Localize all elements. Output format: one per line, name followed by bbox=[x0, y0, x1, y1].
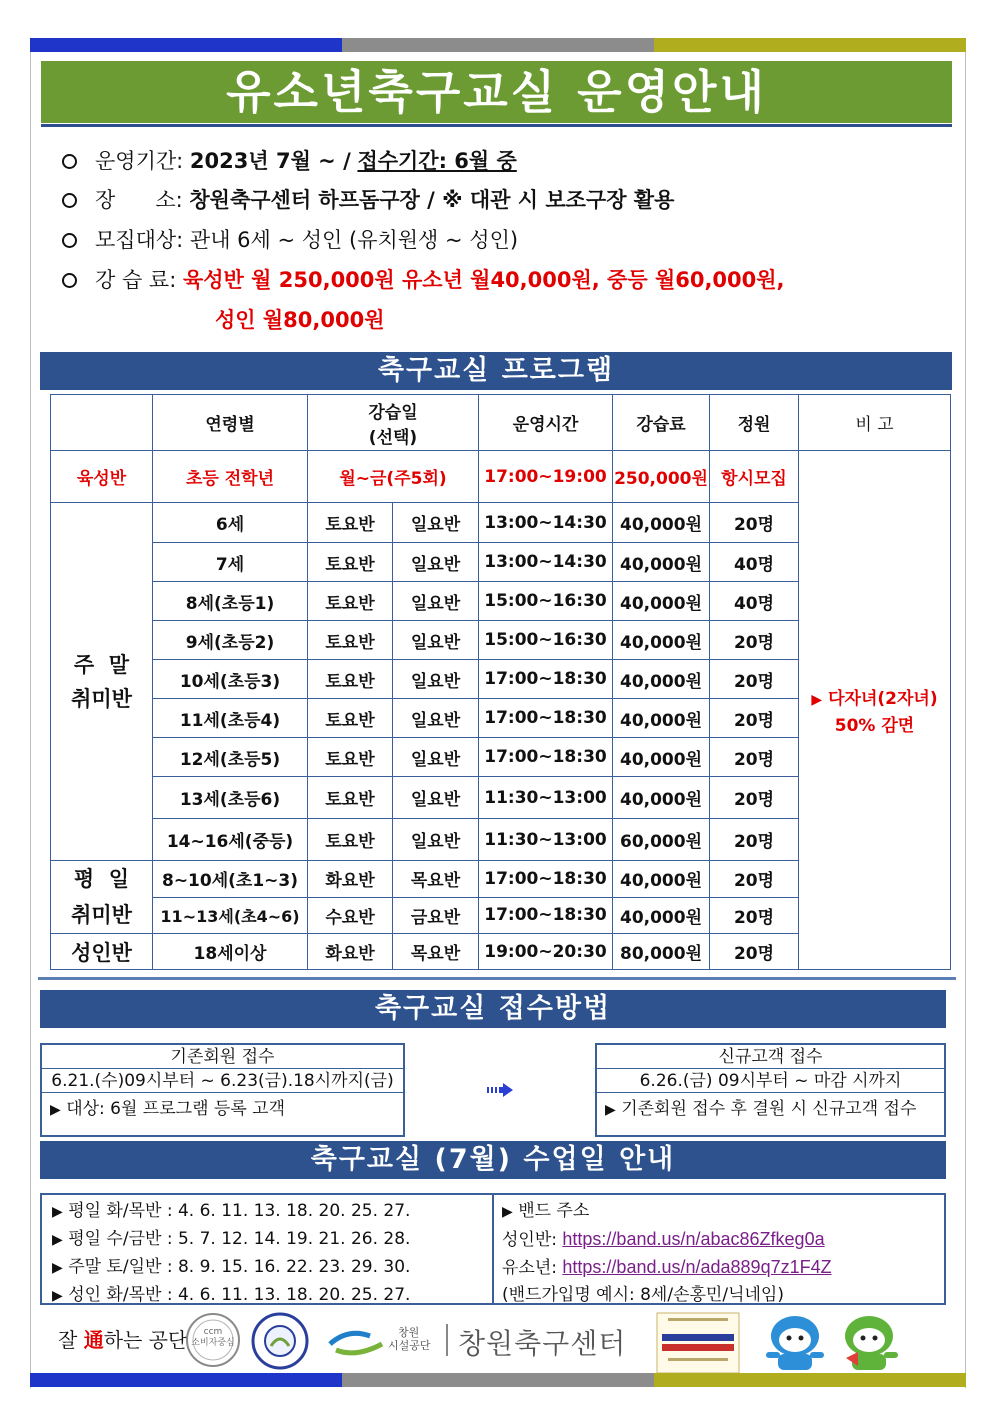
row-day2: 금요반 bbox=[393, 897, 479, 934]
row-time: 17:00~18:30 bbox=[479, 738, 613, 777]
row-age: 13세(초등6) bbox=[153, 777, 308, 819]
header-day bbox=[308, 395, 479, 451]
row-day1: 토요반 bbox=[308, 699, 393, 738]
band-youth-label: 유소년: bbox=[502, 1258, 557, 1278]
target-value: 관내 6세 ~ 성인 (유치원생 ~ 성인) bbox=[189, 228, 519, 252]
existing-member-box bbox=[40, 1043, 405, 1137]
band-adult-link[interactable]: https://band.us/n/abac86Zfkeg0a bbox=[562, 1229, 825, 1249]
weekday-group-2: 취미반 bbox=[71, 903, 132, 927]
org-name bbox=[388, 1326, 431, 1352]
weekday-group-1: 평 일 bbox=[73, 867, 130, 891]
new-date: 6.26.(금) 09시부터 ~ 마감 시까지 bbox=[597, 1069, 944, 1093]
row-capacity: 20명 bbox=[710, 660, 799, 699]
adult-group-cell: 성인반 bbox=[51, 934, 153, 970]
fee-value-line1: 육성반 월 250,000원 유소년 월40,000원, 중등 월60,000원, bbox=[182, 268, 785, 292]
band-title: 밴드 주소 bbox=[518, 1201, 590, 1221]
row-day2: 일요반 bbox=[393, 621, 479, 660]
schedule-text: 주말 토/일반 : 8. 9. 15. 16. 22. 23. 29. 30. bbox=[68, 1257, 411, 1277]
row-day1: 토요반 bbox=[308, 543, 393, 582]
footer bbox=[58, 1312, 948, 1374]
target-label: 모집대상: bbox=[95, 228, 184, 252]
row-fee: 80,000원 bbox=[613, 934, 710, 970]
table-header-row bbox=[51, 395, 951, 451]
row-capacity: 20명 bbox=[710, 699, 799, 738]
program-section-title: 축구교실 프로그램 bbox=[40, 352, 952, 390]
note-text-1: 다자녀(2자녀) bbox=[828, 689, 938, 709]
row-age: 6세 bbox=[153, 503, 308, 543]
slogan bbox=[58, 1324, 187, 1353]
info-fee-2 bbox=[215, 305, 385, 335]
band-adult-label: 성인반: bbox=[502, 1230, 557, 1250]
row-day2: 일요반 bbox=[393, 777, 479, 819]
top-stripe bbox=[30, 38, 966, 52]
page-title: 유소년축구교실 운영안내 bbox=[41, 61, 952, 123]
schedule-line bbox=[52, 1254, 492, 1282]
row-capacity: 20명 bbox=[710, 819, 799, 861]
row-capacity: 20명 bbox=[710, 777, 799, 819]
schedule-line bbox=[52, 1226, 492, 1254]
row-time: 17:00~18:30 bbox=[479, 660, 613, 699]
band-info bbox=[494, 1195, 944, 1303]
row-day1: 토요반 bbox=[308, 621, 393, 660]
new-target-row bbox=[597, 1093, 944, 1125]
weekend-group-cell bbox=[51, 503, 153, 861]
existing-target-row bbox=[42, 1093, 403, 1125]
elite-time: 17:00~19:00 bbox=[479, 451, 613, 503]
row-age: 14~16세(중등) bbox=[153, 819, 308, 861]
row-capacity: 20명 bbox=[710, 861, 799, 898]
row-age: 12세(초등5) bbox=[153, 738, 308, 777]
elite-name: 육성반 bbox=[51, 451, 153, 503]
row-day2: 일요반 bbox=[393, 738, 479, 777]
triangle-bullet-icon: ▶ bbox=[52, 1260, 63, 1276]
row-age: 8~10세(초1~3) bbox=[153, 861, 308, 898]
weekend-group-2: 취미반 bbox=[71, 686, 132, 711]
row-capacity: 20명 bbox=[710, 503, 799, 543]
header-day-sub: (선택) bbox=[368, 427, 418, 448]
weekend-group-1: 주 말 bbox=[73, 652, 130, 677]
row-capacity: 40명 bbox=[710, 582, 799, 621]
triangle-bullet-icon: ▶ bbox=[605, 1102, 616, 1118]
row-time: 11:30~13:00 bbox=[479, 777, 613, 819]
fee-label: 강 습 료: bbox=[95, 268, 177, 292]
row-capacity: 40명 bbox=[710, 543, 799, 582]
bottom-stripe bbox=[30, 1373, 966, 1387]
elite-fee: 250,000원 bbox=[613, 451, 710, 503]
row-age: 11세(초등4) bbox=[153, 699, 308, 738]
info-fee bbox=[62, 265, 785, 295]
header-note: 비 고 bbox=[799, 395, 951, 451]
row-time: 15:00~16:30 bbox=[479, 621, 613, 660]
ccm-text-2: 소비자중심 bbox=[191, 1338, 235, 1348]
circle-bullet-icon bbox=[62, 273, 77, 288]
header-time: 운영시간 bbox=[479, 395, 613, 451]
band-youth-row bbox=[502, 1254, 944, 1282]
note-cell bbox=[799, 451, 951, 970]
row-age: 18세이상 bbox=[153, 934, 308, 970]
existing-target: 대상: 6월 프로그램 등록 고객 bbox=[66, 1099, 285, 1119]
row-time: 11:30~13:00 bbox=[479, 819, 613, 861]
row-day1: 화요반 bbox=[308, 934, 393, 970]
triangle-bullet-icon: ▶ bbox=[52, 1288, 63, 1304]
row-day1: 토요반 bbox=[308, 660, 393, 699]
schedule-box bbox=[40, 1193, 946, 1305]
certificate-emblem-icon bbox=[656, 1312, 740, 1374]
schedule-dates bbox=[42, 1195, 494, 1303]
row-age: 10세(초등3) bbox=[153, 660, 308, 699]
schedule-line bbox=[52, 1198, 492, 1226]
row-fee: 40,000원 bbox=[613, 543, 710, 582]
existing-title: 기존회원 접수 bbox=[42, 1045, 403, 1069]
row-age: 7세 bbox=[153, 543, 308, 582]
row-day2: 일요반 bbox=[393, 582, 479, 621]
place-label: 장 소: bbox=[95, 188, 183, 212]
row-day1: 토요반 bbox=[308, 777, 393, 819]
schedule-section-title: 축구교실 (7월) 수업일 안내 bbox=[40, 1141, 946, 1179]
info-place bbox=[62, 185, 674, 215]
row-fee: 60,000원 bbox=[613, 819, 710, 861]
slogan-3: 하는 공단 bbox=[103, 1328, 188, 1352]
header-fee: 강습료 bbox=[613, 395, 710, 451]
row-fee: 40,000원 bbox=[613, 621, 710, 660]
note-line1 bbox=[799, 684, 950, 709]
row-day1: 토요반 bbox=[308, 503, 393, 543]
info-period bbox=[62, 146, 517, 176]
row-day1: 토요반 bbox=[308, 819, 393, 861]
info-target bbox=[62, 225, 518, 255]
triangle-bullet-icon: ▶ bbox=[52, 1204, 63, 1220]
band-title-row bbox=[502, 1198, 944, 1226]
arrow-right-icon bbox=[487, 1083, 513, 1097]
row-time: 17:00~18:30 bbox=[479, 699, 613, 738]
row-time: 15:00~16:30 bbox=[479, 582, 613, 621]
row-fee: 40,000원 bbox=[613, 503, 710, 543]
facility-logo-icon bbox=[326, 1326, 386, 1360]
schedule-line bbox=[52, 1282, 492, 1310]
row-day2: 목요반 bbox=[393, 861, 479, 898]
row-fee: 40,000원 bbox=[613, 897, 710, 934]
table-row-elite bbox=[51, 451, 951, 503]
program-table bbox=[50, 394, 951, 970]
row-fee: 40,000원 bbox=[613, 861, 710, 898]
row-day1: 수요반 bbox=[308, 897, 393, 934]
triangle-bullet-icon: ▶ bbox=[811, 692, 823, 708]
row-fee: 40,000원 bbox=[613, 777, 710, 819]
band-adult-row bbox=[502, 1226, 944, 1254]
row-day2: 일요반 bbox=[393, 699, 479, 738]
schedule-text: 성인 화/목반 : 4. 6. 11. 13. 18. 20. 25. 27. bbox=[68, 1285, 411, 1305]
human-rights-seal-icon bbox=[251, 1312, 309, 1370]
row-day2: 목요반 bbox=[393, 934, 479, 970]
band-youth-link[interactable]: https://band.us/n/ada889q7z1F4Z bbox=[562, 1257, 832, 1277]
row-time: 19:00~20:30 bbox=[479, 934, 613, 970]
row-day1: 화요반 bbox=[308, 861, 393, 898]
section-divider bbox=[38, 977, 956, 980]
ccm-text bbox=[189, 1327, 237, 1349]
row-age: 8세(초등1) bbox=[153, 582, 308, 621]
row-capacity: 20명 bbox=[710, 897, 799, 934]
circle-bullet-icon bbox=[62, 193, 77, 208]
circle-bullet-icon bbox=[62, 233, 77, 248]
footer-divider bbox=[446, 1324, 448, 1356]
period-value: 2023년 7월 ~ / bbox=[189, 149, 351, 173]
row-day2: 일요반 bbox=[393, 660, 479, 699]
fee-value-line2: 성인 월80,000원 bbox=[215, 308, 385, 332]
triangle-bullet-icon: ▶ bbox=[52, 1232, 63, 1248]
row-day1: 토요반 bbox=[308, 582, 393, 621]
circle-bullet-icon bbox=[62, 154, 77, 169]
row-day2: 일요반 bbox=[393, 819, 479, 861]
schedule-text: 평일 화/목반 : 4. 6. 11. 13. 18. 20. 25. 27. bbox=[68, 1201, 411, 1221]
title-underline bbox=[41, 124, 952, 127]
ccm-text-1: ccm bbox=[203, 1327, 223, 1337]
reception-period: 접수기간: 6월 중 bbox=[357, 149, 517, 173]
row-fee: 40,000원 bbox=[613, 582, 710, 621]
row-fee: 40,000원 bbox=[613, 738, 710, 777]
row-capacity: 20명 bbox=[710, 934, 799, 970]
band-example: (밴드가입명 예시: 8세/손홍민/닉네임) bbox=[502, 1285, 784, 1305]
row-day2: 일요반 bbox=[393, 543, 479, 582]
header-day-main: 강습일 bbox=[368, 402, 418, 423]
mascot-green-icon bbox=[836, 1312, 902, 1374]
new-target: 기존회원 접수 후 결원 시 신규고객 접수 bbox=[621, 1099, 917, 1119]
row-capacity: 20명 bbox=[710, 621, 799, 660]
period-label: 운영기간: bbox=[95, 149, 184, 173]
elite-day: 월~금(주5회) bbox=[308, 451, 479, 503]
elite-age: 초등 전학년 bbox=[153, 451, 308, 503]
note-line2: 50% 감면 bbox=[834, 716, 915, 736]
org-2: 시설공단 bbox=[388, 1339, 431, 1352]
elite-capacity: 항시모집 bbox=[710, 451, 799, 503]
triangle-bullet-icon: ▶ bbox=[502, 1204, 513, 1220]
row-fee: 40,000원 bbox=[613, 699, 710, 738]
reception-section-title: 축구교실 접수방법 bbox=[40, 990, 946, 1028]
schedule-text: 평일 수/금반 : 5. 7. 12. 14. 19. 21. 26. 28. bbox=[68, 1229, 411, 1249]
header-age: 연령별 bbox=[153, 395, 308, 451]
row-day1: 토요반 bbox=[308, 738, 393, 777]
row-time: 17:00~18:30 bbox=[479, 897, 613, 934]
header-capacity: 정원 bbox=[710, 395, 799, 451]
weekday-group-cell bbox=[51, 861, 153, 934]
row-fee: 40,000원 bbox=[613, 660, 710, 699]
new-customer-box bbox=[595, 1043, 946, 1137]
existing-date: 6.21.(수)09시부터 ~ 6.23(금).18시까지(금) bbox=[42, 1069, 403, 1093]
row-time: 13:00~14:30 bbox=[479, 503, 613, 543]
row-day2: 일요반 bbox=[393, 503, 479, 543]
row-time: 17:00~18:30 bbox=[479, 861, 613, 898]
slogan-1: 잘 bbox=[58, 1328, 84, 1352]
place-value: 창원축구센터 하프돔구장 / ※ 대관 시 보조구장 활용 bbox=[189, 188, 675, 212]
org-1: 창원 bbox=[398, 1326, 420, 1339]
slogan-2: 通 bbox=[83, 1328, 104, 1352]
triangle-bullet-icon: ▶ bbox=[50, 1102, 61, 1118]
row-time: 13:00~14:30 bbox=[479, 543, 613, 582]
center-name: 창원축구센터 bbox=[458, 1327, 627, 1360]
row-capacity: 20명 bbox=[710, 738, 799, 777]
header-blank bbox=[51, 395, 153, 451]
new-title: 신규고객 접수 bbox=[597, 1045, 944, 1069]
row-age: 11~13세(초4~6) bbox=[153, 897, 308, 934]
row-age: 9세(초등2) bbox=[153, 621, 308, 660]
mascot-blue-icon bbox=[762, 1312, 828, 1374]
